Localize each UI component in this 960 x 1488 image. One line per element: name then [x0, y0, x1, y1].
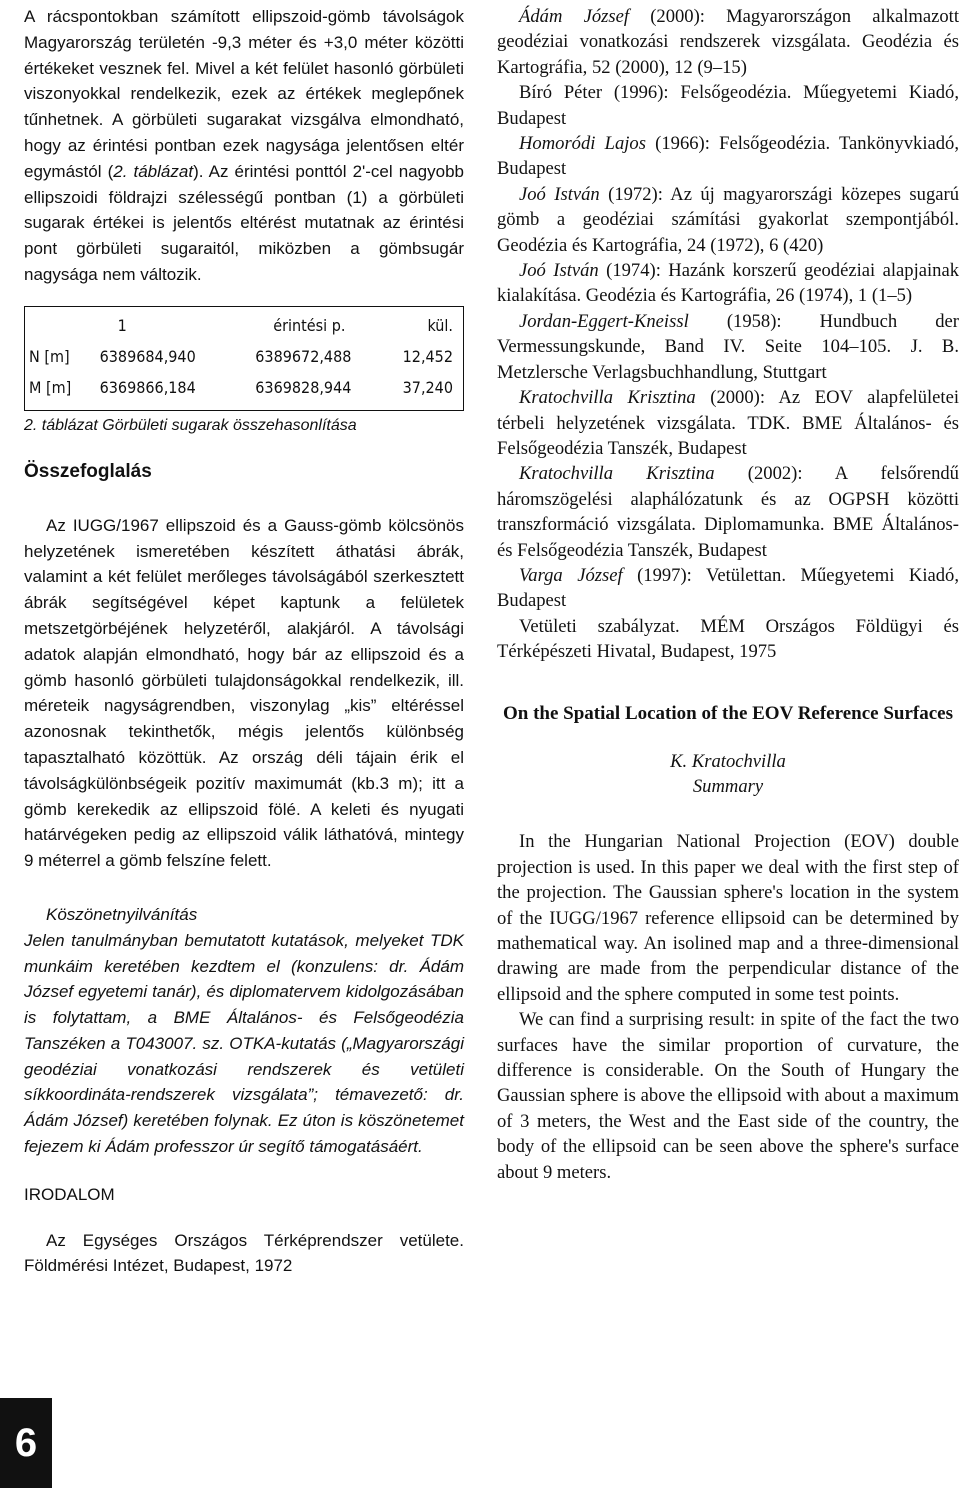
- right-column: [497, 4, 959, 1185]
- english-summary-label: Summary: [692, 775, 764, 797]
- reference-item: Kratochvilla Krisztina (2002): A felsőrendű háromszögelési alaphálózatunk és az OGPSH közötti transzformáció vizsgálata. Diplomamunka. BME Általános- és Felsőgeodézia Tanszék, Budapest: [497, 463, 959, 561]
- english-title: On the Spatial Location of the EOV Reference Surfaces: [503, 702, 953, 724]
- english-summary-paragraph: We can find a surprising result: in spite of the fact the two surfaces have the similar proportion of curvature, the difference is considerable. On the South of Hungary the Gaussian sphere is above the ellipsoid with about a maximum of 3 meters, the West and the East side of the country, the body of the ellipsoid can be seen above the sphere's surface about 9 meters.: [497, 1009, 959, 1183]
- table-row: [29, 341, 453, 373]
- table-cell: M [m]: [29, 378, 72, 398]
- curvature-table: [24, 306, 464, 411]
- table-cell: N [m]: [29, 346, 70, 366]
- references-heading: IRODALOM: [24, 1184, 115, 1204]
- reference-item: Joó István (1974): Hazánk korszerű geodéziai alapjainak kialakítása. Geodézia és Kartográfia, 26 (1974), 1 (1–5): [497, 260, 959, 307]
- reference-item: Bíró Péter (1996): Felsőgeodézia. Műegyetemi Kiadó, Budapest: [497, 82, 959, 129]
- page-number: 6: [0, 1398, 52, 1488]
- table-header-row: [29, 311, 453, 341]
- acknowledgement-paragraph: Jelen tanulmányban bemutatott kutatások, melyeket TDK munkáim keretében kezdtem el (konzulens: dr. Ádám József egyetemi tanár), és diplomatervem kidolgozásában is folytattam, a BME Általános- és Felsőgeodézia Tanszéken a T043007. sz. OTKA-kutatás („Magyarországi geodéziai vonatkozási rendszerek és vetületi síkkoordináta-rendszerek vizsgálata”; témavezető: dr. Ádám József) keretében folynak. Ez úton is köszönetemet fejezem ki Ádám professzor úr segítő támogatásáért.: [24, 930, 464, 1157]
- summary-heading: Összefoglalás: [24, 460, 152, 482]
- intro-paragraph: A rácspontokban számított ellipszoid-gömb távolságok Magyarország területén -9,3 méter és +3,0 méter közötti értékeket vesznek fel. Mivel a két felület hasonló görbületi viszonyokkal rendelkezik, ezek az értékek meglepőnek tűnhetnek. A görbületi sugarakat vizsgálva elmondható, hogy az érintési pontban ezek nagysága jelentősen eltér egymástól (2. táblázat). Az érintési ponttól 2'-cel nagyobb ellipszoidi földrajzi szélességű pontban (1) a görbületi sugarak értékei is jelentős eltérést mutatnak az érintési pont görbületi sugaraitól, miközben a gömbsugár nagysága nem változik.: [24, 7, 464, 284]
- table-caption: 2. táblázat Görbületi sugarak összehasonlítása: [24, 417, 357, 435]
- table-cell: 6389684,940: [99, 346, 196, 366]
- table-header: [29, 311, 100, 341]
- table-cell: 6369828,944: [255, 378, 352, 398]
- table-cell: 6369866,184: [99, 378, 196, 398]
- english-author: K. Kratochvilla: [670, 750, 786, 772]
- reference-item: Az Egységes Országos Térképrendszer vetülete. Földmérési Intézet, Budapest, 1972: [24, 1230, 464, 1276]
- table-cell: 37,240: [402, 378, 453, 398]
- table-header: 1: [117, 315, 127, 335]
- reference-item: Vetületi szabályzat. MÉM Országos Földügyi és Térképészeti Hivatal, Budapest, 1975: [497, 615, 959, 663]
- left-column: [24, 4, 464, 1279]
- reference-item: Jordan-Eggert-Kneissl (1958): Hundbuch der Vermessungskunde, Band IV. Seite 104–105. J. B. Metzlersche Verlagsbuchhandlung, Stuttgart: [497, 310, 959, 383]
- table-header: kül.: [427, 315, 453, 335]
- reference-item: Joó István (1972): Az új magyarországi közepes sugarú gömb a geodéziai számítási gyakorlat szempontjából. Geodézia és Kartográfia, 24 (1972), 6 (420): [497, 183, 960, 256]
- acknowledgement-heading: Köszönetnyilvánítás: [46, 904, 198, 924]
- table-cell: 12,452: [402, 346, 453, 366]
- table-ref: 2. táblázat: [113, 161, 194, 181]
- reference-item: Homoródi Lajos (1966): Felsőgeodézia. Tankönyvkiadó, Budapest: [497, 133, 960, 180]
- table-header: érintési p.: [273, 315, 346, 335]
- reference-item: Ádám József (2000): Magyarországon alkalmazott geodéziai vonatkozási rendszerek vizsgálata. Geodézia és Kartográfia, 52 (2000), 12 (9–15): [497, 6, 960, 78]
- table-cell: 6389672,488: [255, 346, 352, 366]
- table-row: [29, 372, 453, 404]
- reference-item: Varga József (1997): Vetülettan. Műegyetemi Kiadó, Budapest: [497, 564, 959, 612]
- reference-item: Kratochvilla Krisztina (2000): Az EOV alapfelületei térbeli helyzetének vizsgálata. TDK. BME Általános- és Felsőgeodézia Tanszék, Budapest: [497, 387, 959, 459]
- english-summary-paragraph: In the Hungarian National Projection (EOV) double projection is used. In this paper we deal with the first step of the projection. The Gaussian sphere's location in the system of the IUGG/1967 reference ellipsoid can be determined by mathematical way. An isolined map and a three-dimensional drawing are made from the perpendicular distance of the ellipsoid and the sphere computed in some test points.: [497, 831, 959, 1005]
- summary-paragraph: Az IUGG/1967 ellipszoid és a Gauss-gömb kölcsönös helyzetének ismeretében készített áthatási ábrák, valamint a két felület merőleges távolságából szerkesztett ábrák segítségével képet kaptunk a felületek metszetgörbéjének helyzetéről, alakjáról. A távolsági adatok alapján elmondható, hogy bár az ellipszoid és a gömb hasonló görbületi tulajdonságokkal rendelkezik, ill. méreteik nagyságrendben, viszonylag „kis” eltéréssel azonosnak tekinthetők, mégis jelentős különbség tapasztalható közöttük. Az ország déli tájain érik el távolságkülönbségeik pozitív maximumát (kb.3 m); itt a gömb kerekedik az ellipszoid fölé. A keleti és nyugati határvégeken pedig az ellipszoid válik láthatóvá, mintegy 9 méterrel a gömb felszíne felett.: [24, 515, 464, 871]
